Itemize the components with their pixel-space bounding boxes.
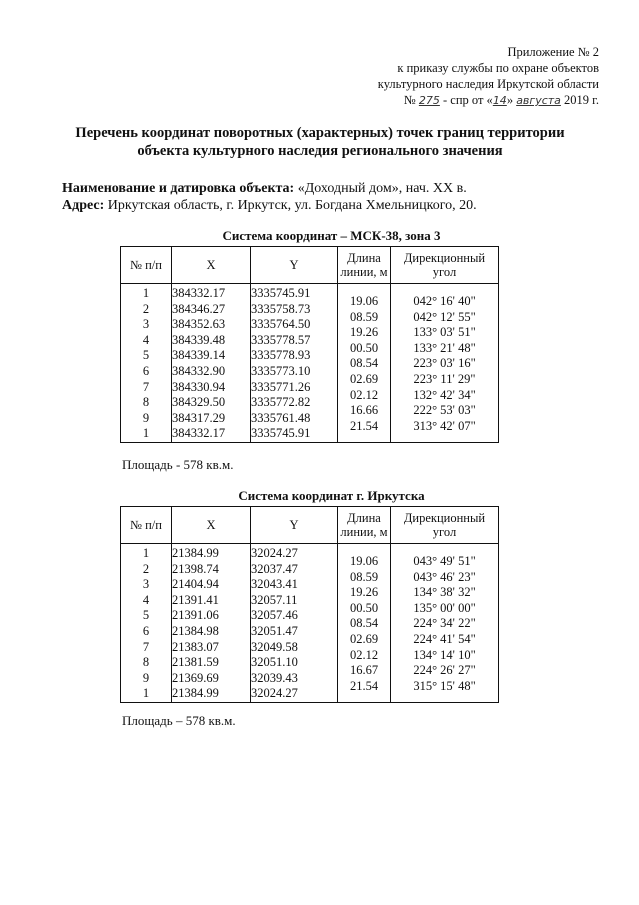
x-coordinate-column bbox=[172, 546, 250, 702]
line-length-cell: 08.59 bbox=[349, 569, 379, 584]
point-number-cell: 2 bbox=[142, 561, 150, 576]
x-coordinate-cell: 384352.63 bbox=[172, 317, 226, 332]
table-header-row bbox=[121, 507, 499, 544]
line-length-cell: 02.69 bbox=[349, 371, 379, 386]
point-number-cell: 5 bbox=[142, 608, 150, 623]
x-coordinate-cell: 21384.99 bbox=[172, 546, 219, 560]
y-coordinate-column bbox=[251, 546, 337, 702]
coordinates-table bbox=[120, 246, 499, 443]
direction-angle-cell: 315° 15' 48" bbox=[413, 678, 476, 693]
point-number-cell: 6 bbox=[142, 363, 150, 378]
y-coordinate-cell: 32051.47 bbox=[251, 623, 298, 638]
header-angle-line-2: угол bbox=[432, 525, 457, 539]
y-coordinate-cell: 3335764.50 bbox=[251, 317, 311, 332]
y-coordinate-cell: 3335778.57 bbox=[251, 332, 311, 347]
header-angle bbox=[391, 507, 499, 544]
number-sign: № bbox=[403, 93, 416, 107]
direction-angle-cell: 224° 34' 22" bbox=[413, 616, 476, 631]
header-length bbox=[338, 247, 391, 284]
direction-angle-cell: 133° 03' 51" bbox=[413, 325, 476, 340]
area-note: Площадь – 578 кв.м. bbox=[122, 713, 236, 728]
direction-angle-cell: 134° 14' 10" bbox=[413, 647, 476, 662]
point-number-cell: 6 bbox=[142, 623, 150, 638]
table-header-row bbox=[121, 247, 499, 284]
line-length-cell: 08.54 bbox=[349, 616, 379, 631]
direction-angle-cell: 042° 12' 55" bbox=[413, 309, 476, 324]
object-name-value: «Доходный дом», нач. XX в. bbox=[297, 181, 467, 196]
header-x: X bbox=[172, 247, 251, 284]
x-coordinate-cell: 384330.94 bbox=[172, 379, 226, 394]
point-number-cell: 3 bbox=[142, 577, 150, 592]
point-number-cell: 1 bbox=[142, 686, 150, 701]
header-angle-line-1: Дирекционный bbox=[403, 251, 486, 265]
y-coordinate-cell: 3335745.91 bbox=[251, 286, 311, 300]
point-number-cell: 7 bbox=[142, 639, 150, 654]
y-coordinate-cell: 32024.27 bbox=[251, 686, 298, 701]
header-number: № п/п bbox=[121, 247, 172, 284]
point-number-cell: 5 bbox=[142, 348, 150, 363]
header-x: X bbox=[172, 507, 251, 544]
point-number-cell: 9 bbox=[142, 410, 150, 425]
y-coordinate-cell: 3335772.82 bbox=[251, 395, 311, 410]
y-coordinate-cell: 3335758.73 bbox=[251, 301, 311, 316]
x-coordinate-cell: 21383.07 bbox=[172, 639, 219, 654]
header-length-line-2: линии, м bbox=[340, 525, 388, 539]
y-coordinate-cell: 32049.58 bbox=[251, 639, 298, 654]
header-angle-line-2: угол bbox=[432, 265, 457, 279]
point-number-cell: 1 bbox=[142, 286, 150, 300]
x-coordinate-cell: 384332.90 bbox=[172, 363, 226, 378]
x-coordinate-cell: 21381.59 bbox=[172, 655, 219, 670]
point-number-cell: 4 bbox=[142, 592, 150, 607]
y-coordinate-cell: 32057.46 bbox=[251, 608, 298, 623]
direction-angle-cell: 224° 26' 27" bbox=[413, 663, 476, 678]
line-length-cell: 02.12 bbox=[349, 647, 379, 662]
order-date-prefix: - спр от « bbox=[442, 93, 493, 107]
order-day-handwritten: 14 bbox=[492, 94, 507, 107]
header-length-line-1: Длина bbox=[347, 511, 381, 525]
x-coordinate-cell: 21404.94 bbox=[172, 577, 219, 592]
object-name-label: Наименование и датировка объекта: bbox=[62, 181, 295, 196]
object-name-line bbox=[62, 180, 467, 198]
x-coordinate-column bbox=[172, 286, 250, 442]
title-line-1: Перечень координат поворотных (характерных) точек границ территории bbox=[75, 125, 565, 141]
line-length-cell: 19.26 bbox=[349, 325, 379, 340]
x-coordinate-cell: 384329.50 bbox=[172, 395, 226, 410]
area-note: Площадь - 578 кв.м. bbox=[122, 457, 234, 472]
y-coordinate-cell: 3335761.48 bbox=[251, 410, 311, 425]
order-year: 2019 г. bbox=[564, 93, 599, 107]
order-number-handwritten: 275 bbox=[418, 94, 440, 107]
table-body-row bbox=[121, 544, 499, 703]
direction-angle-cell: 043° 49' 51" bbox=[413, 554, 476, 568]
x-coordinate-cell: 21384.98 bbox=[172, 623, 219, 638]
direction-angle-cell: 223° 11' 29" bbox=[413, 371, 476, 386]
point-number-cell: 7 bbox=[142, 379, 150, 394]
line-length-cell: 19.06 bbox=[349, 554, 379, 568]
header-length-line-2: линии, м bbox=[340, 265, 388, 279]
direction-angle-cell: 043° 46' 23" bbox=[413, 569, 476, 584]
y-coordinate-cell: 3335773.10 bbox=[251, 363, 311, 378]
table-caption: Система координат – МСК-38, зона 3 bbox=[222, 228, 441, 243]
direction-angle-cell: 042° 16' 40" bbox=[413, 294, 476, 308]
y-coordinate-cell: 32057.11 bbox=[251, 592, 298, 607]
x-coordinate-cell: 21384.99 bbox=[172, 686, 219, 701]
x-coordinate-cell: 21391.41 bbox=[172, 592, 219, 607]
order-month-handwritten: августа bbox=[516, 94, 561, 107]
y-coordinate-cell: 3335778.93 bbox=[251, 348, 311, 363]
line-length-cell: 00.50 bbox=[349, 600, 379, 615]
y-coordinate-cell: 32037.47 bbox=[251, 561, 298, 576]
y-coordinate-cell: 3335745.91 bbox=[251, 426, 311, 441]
object-address-line bbox=[62, 197, 477, 215]
x-coordinate-cell: 384339.14 bbox=[172, 348, 226, 363]
order-number-line: № 275 - спр от «14» августа 2019 г. bbox=[403, 93, 599, 107]
object-address-value: Иркутская область, г. Иркутск, ул. Богдана Хмельницкого, 20. bbox=[107, 198, 477, 213]
point-number-cell: 4 bbox=[142, 332, 150, 347]
line-length-column bbox=[338, 546, 390, 694]
direction-angle-column bbox=[391, 546, 498, 694]
point-number-cell: 9 bbox=[142, 670, 150, 685]
line-length-cell: 16.66 bbox=[349, 403, 379, 418]
x-coordinate-cell: 384332.17 bbox=[172, 426, 226, 441]
direction-angle-cell: 133° 21' 48" bbox=[413, 340, 476, 355]
line-length-cell: 16.67 bbox=[349, 663, 379, 678]
point-number-cell: 8 bbox=[142, 655, 150, 670]
document-title bbox=[40, 124, 600, 160]
y-coordinate-cell: 3335771.26 bbox=[251, 379, 311, 394]
x-coordinate-cell: 384317.29 bbox=[172, 410, 226, 425]
point-number-cell: 8 bbox=[142, 395, 150, 410]
direction-angle-cell: 224° 41' 54" bbox=[413, 631, 476, 646]
direction-angle-column bbox=[391, 286, 498, 434]
header-number: № п/п bbox=[121, 507, 172, 544]
header-length-line-1: Длина bbox=[347, 251, 381, 265]
point-number-cell: 3 bbox=[142, 317, 150, 332]
direction-angle-cell: 222° 53' 03" bbox=[413, 403, 476, 418]
x-coordinate-cell: 21391.06 bbox=[172, 608, 219, 623]
line-length-cell: 02.69 bbox=[349, 631, 379, 646]
line-length-cell: 19.06 bbox=[349, 294, 379, 308]
direction-angle-cell: 132° 42' 34" bbox=[413, 387, 476, 402]
appendix-line-2: к приказу службы по охране объектов bbox=[397, 61, 599, 75]
line-length-cell: 00.50 bbox=[349, 340, 379, 355]
coordinates-table bbox=[120, 506, 499, 703]
point-number-column bbox=[121, 546, 171, 702]
line-length-cell: 21.54 bbox=[349, 418, 379, 433]
appendix-header bbox=[378, 44, 599, 109]
line-length-cell: 02.12 bbox=[349, 387, 379, 402]
table-body-row bbox=[121, 284, 499, 443]
line-length-cell: 08.59 bbox=[349, 309, 379, 324]
direction-angle-cell: 223° 03' 16" bbox=[413, 356, 476, 371]
line-length-cell: 08.54 bbox=[349, 356, 379, 371]
header-length bbox=[338, 507, 391, 544]
point-number-cell: 1 bbox=[142, 546, 150, 560]
point-number-column bbox=[121, 286, 171, 442]
direction-angle-cell: 313° 42' 07" bbox=[413, 418, 476, 433]
point-number-cell: 2 bbox=[142, 301, 150, 316]
direction-angle-cell: 135° 00' 00" bbox=[413, 600, 476, 615]
appendix-line-3: культурного наследия Иркутской области bbox=[377, 77, 599, 91]
header-angle bbox=[391, 247, 499, 284]
header-angle-line-1: Дирекционный bbox=[403, 511, 486, 525]
y-coordinate-cell: 32051.10 bbox=[251, 655, 298, 670]
header-y: Y bbox=[251, 507, 338, 544]
point-number-cell: 1 bbox=[142, 426, 150, 441]
line-length-cell: 19.26 bbox=[349, 585, 379, 600]
object-address-label: Адрес: bbox=[62, 198, 105, 213]
y-coordinate-cell: 32043.41 bbox=[251, 577, 298, 592]
direction-angle-cell: 134° 38' 32" bbox=[413, 585, 476, 600]
table-caption: Система координат г. Иркутска bbox=[238, 488, 425, 503]
y-coordinate-column bbox=[251, 286, 337, 442]
header-y: Y bbox=[251, 247, 338, 284]
title-line-2: объекта культурного наследия регионального значения bbox=[137, 143, 503, 159]
y-coordinate-cell: 32024.27 bbox=[251, 546, 298, 560]
line-length-column bbox=[338, 286, 390, 434]
x-coordinate-cell: 384332.17 bbox=[172, 286, 226, 300]
appendix-line-1: Приложение № 2 bbox=[507, 45, 599, 59]
line-length-cell: 21.54 bbox=[349, 678, 379, 693]
x-coordinate-cell: 384339.48 bbox=[172, 332, 226, 347]
x-coordinate-cell: 21369.69 bbox=[172, 670, 219, 685]
y-coordinate-cell: 32039.43 bbox=[251, 670, 298, 685]
x-coordinate-cell: 384346.27 bbox=[172, 301, 226, 316]
x-coordinate-cell: 21398.74 bbox=[172, 561, 219, 576]
